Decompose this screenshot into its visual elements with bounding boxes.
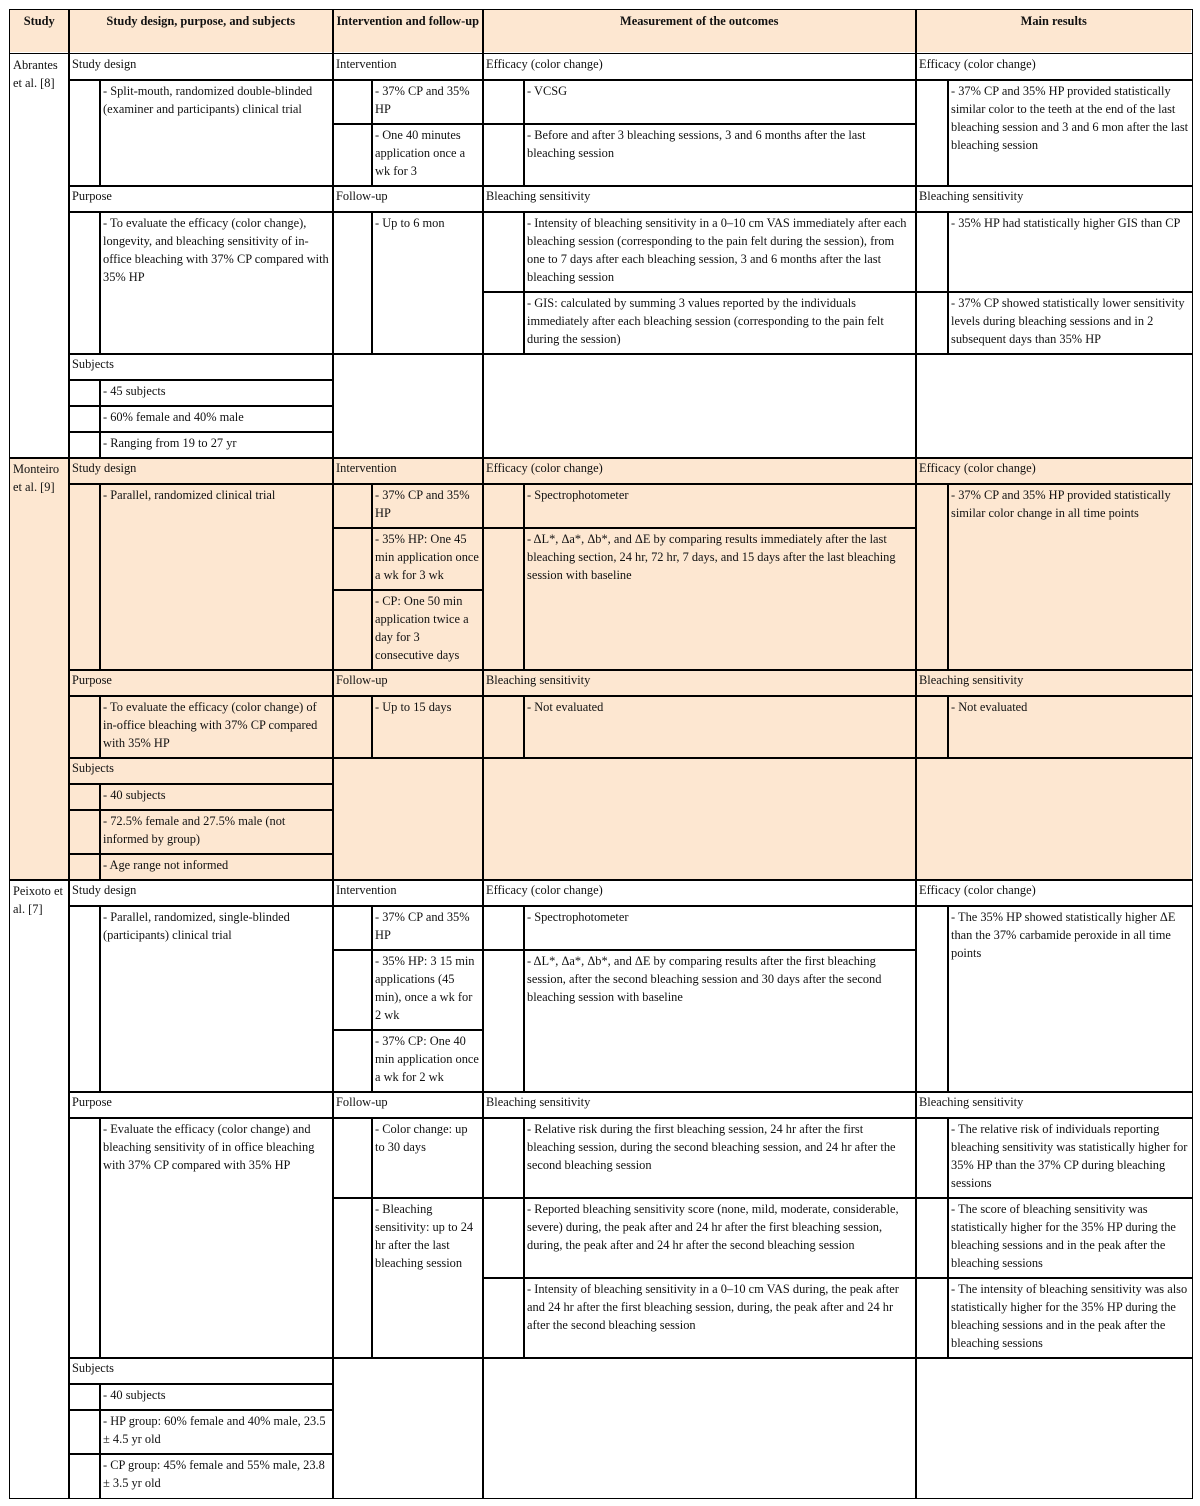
efficacy-measure-indent [482, 905, 525, 951]
sensitivity-result-indent [915, 1197, 949, 1279]
sensitivity-result-text: - 37% CP showed statistically lower sensitivity levels during bleaching sessions and in 2 subsequent days than 35% HP [947, 291, 1193, 355]
label-sensitivity-measure: Bleaching sensitivity [482, 669, 917, 697]
subjects-indent [68, 431, 101, 459]
label-study-design: Study design [68, 457, 334, 485]
sensitivity-measure-text: - Intensity of bleaching sensitivity in a 0–10 cm VAS immediately after each bleaching session (corresponding to the pain felt during the session), from one to 7 days after each bleaching session, 3 and 6 months after the last bleaching session [523, 211, 917, 293]
label-efficacy-measure: Efficacy (color change) [482, 457, 917, 485]
label-study-design: Study design [68, 53, 334, 81]
header-design: Study design, purpose, and subjects [68, 9, 334, 54]
intervention-text: - 37% CP: One 40 min application once a wk for 2 wk [371, 1029, 484, 1093]
empty-cell [482, 353, 917, 459]
study-name: Peixoto et al. [7] [9, 879, 70, 1499]
label-intervention: Intervention [332, 879, 484, 907]
sensitivity-result-indent [915, 1277, 949, 1359]
efficacy-measure-indent [482, 123, 525, 187]
empty-cell [332, 757, 484, 881]
sensitivity-measure-indent [482, 291, 525, 355]
design-text: - Split-mouth, randomized double-blinded (examiner and participants) clinical trial [99, 79, 334, 187]
followup-text: - Color change: up to 30 days [371, 1117, 484, 1199]
efficacy-result-text: - The 35% HP showed statistically higher ΔE than the 37% carbamide peroxide in all time points [947, 905, 1193, 1093]
header-study: Study [9, 9, 70, 54]
efficacy-measure-text: - ΔL*, Δa*, Δb*, and ΔE by comparing results after the first bleaching session, after the second bleaching session and 30 days after the second bleaching session with baseline [523, 949, 917, 1093]
empty-cell [915, 757, 1193, 881]
label-sensitivity-measure: Bleaching sensitivity [482, 185, 917, 213]
subjects-text: - CP group: 45% female and 55% male, 23.8 ± 3.5 yr old [99, 1453, 334, 1499]
empty-cell [915, 1357, 1193, 1499]
intervention-indent [332, 483, 373, 529]
header-intervention: Intervention and follow-up [332, 9, 484, 54]
sensitivity-measure-text: - Relative risk during the first bleaching session, 24 hr after the first bleaching session, during the second bleaching session, and 24 hr after the second bleaching session [523, 1117, 917, 1199]
label-subjects: Subjects [68, 757, 334, 785]
intervention-indent [332, 1029, 373, 1093]
efficacy-measure-text: - Spectrophotometer [523, 483, 917, 529]
efficacy-measure-text: - Spectrophotometer [523, 905, 917, 951]
efficacy-result-text: - 37% CP and 35% HP provided statistically similar color change in all time points [947, 483, 1193, 671]
purpose-indent [68, 695, 101, 759]
intervention-text: - 35% HP: One 45 min application once a wk for 3 wk [371, 527, 484, 591]
sensitivity-result-indent [915, 291, 949, 355]
subjects-indent [68, 783, 101, 811]
purpose-indent [68, 1117, 101, 1359]
empty-cell [332, 1357, 484, 1499]
intervention-indent [332, 949, 373, 1031]
purpose-indent [68, 211, 101, 355]
sensitivity-result-text: - 35% HP had statistically higher GIS than CP [947, 211, 1193, 293]
label-purpose: Purpose [68, 185, 334, 213]
sensitivity-measure-text: - Reported bleaching sensitivity score (none, mild, moderate, considerable, severe) during, the peak after and 24 hr after the first bleaching session, during, the peak after and 24 hr after the second bleaching session [523, 1197, 917, 1279]
sensitivity-result-text: - The relative risk of individuals reporting bleaching sensitivity was statistically higher for 35% HP than the 37% CP during bleaching sessions [947, 1117, 1193, 1199]
intervention-text: - One 40 minutes application once a wk for 3 [371, 123, 484, 187]
header-measurement: Measurement of the outcomes [482, 9, 917, 54]
study-name: Abrantes et al. [8] [9, 53, 70, 459]
label-subjects: Subjects [68, 353, 334, 381]
followup-indent [332, 1117, 373, 1199]
intervention-text: - 37% CP and 35% HP [371, 79, 484, 125]
design-text: - Parallel, randomized clinical trial [99, 483, 334, 671]
efficacy-result-indent [915, 905, 949, 1093]
subjects-text: - 40 subjects [99, 1383, 334, 1411]
label-subjects: Subjects [68, 1357, 334, 1385]
efficacy-measure-text: - ΔL*, Δa*, Δb*, and ΔE by comparing results immediately after the last bleaching section, 24 hr, 72 hr, 7 days, and 15 days after the last bleaching session with baseline [523, 527, 917, 671]
study-name: Monteiro et al. [9] [9, 457, 70, 881]
label-sensitivity-result: Bleaching sensitivity [915, 669, 1193, 697]
label-follow-up: Follow-up [332, 669, 484, 697]
label-efficacy-measure: Efficacy (color change) [482, 53, 917, 81]
sensitivity-measure-indent [482, 211, 525, 293]
sensitivity-measure-indent [482, 1117, 525, 1199]
label-follow-up: Follow-up [332, 1091, 484, 1119]
subjects-text: - Age range not informed [99, 853, 334, 881]
sensitivity-result-indent [915, 1117, 949, 1199]
label-efficacy-result: Efficacy (color change) [915, 457, 1193, 485]
sensitivity-result-text: - Not evaluated [947, 695, 1193, 759]
subjects-text: - Ranging from 19 to 27 yr [99, 431, 334, 459]
sensitivity-result-text: - The score of bleaching sensitivity was statistically higher for the 35% HP during the bleaching sessions and in the peak after the bleaching sessions [947, 1197, 1193, 1279]
label-efficacy-result: Efficacy (color change) [915, 879, 1193, 907]
sensitivity-result-indent [915, 695, 949, 759]
subjects-indent [68, 1453, 101, 1499]
subjects-text: - 60% female and 40% male [99, 405, 334, 433]
subjects-indent [68, 405, 101, 433]
efficacy-result-text: - 37% CP and 35% HP provided statistically similar color to the teeth at the end of the last bleaching session and 3 and 6 mon after the last bleaching session [947, 79, 1193, 187]
followup-indent [332, 211, 373, 355]
purpose-text: - To evaluate the efficacy (color change), longevity, and bleaching sensitivity of in-office bleaching with 37% CP compared with 35% HP [99, 211, 334, 355]
efficacy-measure-indent [482, 79, 525, 125]
design-indent [68, 79, 101, 187]
empty-cell [482, 1357, 917, 1499]
label-efficacy-measure: Efficacy (color change) [482, 879, 917, 907]
intervention-text: - 35% HP: 3 15 min applications (45 min), once a wk for 2 wk [371, 949, 484, 1031]
design-indent [68, 483, 101, 671]
header-results: Main results [915, 9, 1193, 54]
purpose-text: - To evaluate the efficacy (color change) of in-office bleaching with 37% CP compared with 35% HP [99, 695, 334, 759]
intervention-text: - 37% CP and 35% HP [371, 905, 484, 951]
label-efficacy-result: Efficacy (color change) [915, 53, 1193, 81]
efficacy-measure-indent [482, 483, 525, 529]
sensitivity-result-text: - The intensity of bleaching sensitivity was also statistically higher for the 35% HP during the bleaching sessions and in the peak after the bleaching sessions [947, 1277, 1193, 1359]
label-follow-up: Follow-up [332, 185, 484, 213]
subjects-text: - 45 subjects [99, 379, 334, 407]
intervention-indent [332, 527, 373, 591]
subjects-text: - 40 subjects [99, 783, 334, 811]
efficacy-measure-indent [482, 527, 525, 671]
label-sensitivity-result: Bleaching sensitivity [915, 185, 1193, 213]
followup-text: - Bleaching sensitivity: up to 24 hr after the last bleaching session [371, 1197, 484, 1359]
label-sensitivity-result: Bleaching sensitivity [915, 1091, 1193, 1119]
sensitivity-measure-text: - GIS: calculated by summing 3 values reported by the individuals immediately after each bleaching session (corresponding to the pain felt during the session) [523, 291, 917, 355]
empty-cell [482, 757, 917, 881]
sensitivity-measure-indent [482, 695, 525, 759]
label-intervention: Intervention [332, 53, 484, 81]
efficacy-measure-text: - Before and after 3 bleaching sessions, 3 and 6 months after the last bleaching session [523, 123, 917, 187]
intervention-indent [332, 79, 373, 125]
efficacy-measure-text: - VCSG [523, 79, 917, 125]
sensitivity-measure-indent [482, 1277, 525, 1359]
followup-indent [332, 1197, 373, 1359]
label-intervention: Intervention [332, 457, 484, 485]
subjects-indent [68, 379, 101, 407]
sensitivity-measure-text: - Intensity of bleaching sensitivity in a 0–10 cm VAS during, the peak after and 24 hr after the first bleaching session, during, the peak after and 24 hr after the second bleaching session [523, 1277, 917, 1359]
subjects-text: - 72.5% female and 27.5% male (not informed by group) [99, 809, 334, 855]
subjects-indent [68, 853, 101, 881]
intervention-indent [332, 123, 373, 187]
label-study-design: Study design [68, 879, 334, 907]
subjects-text: - HP group: 60% female and 40% male, 23.5 ± 4.5 yr old [99, 1409, 334, 1455]
purpose-text: - Evaluate the efficacy (color change) and bleaching sensitivity of in office bleaching with 37% CP compared with 35% HP [99, 1117, 334, 1359]
label-purpose: Purpose [68, 1091, 334, 1119]
design-text: - Parallel, randomized, single-blinded (participants) clinical trial [99, 905, 334, 1093]
sensitivity-measure-text: - Not evaluated [523, 695, 917, 759]
empty-cell [332, 353, 484, 459]
intervention-text: - 37% CP and 35% HP [371, 483, 484, 529]
intervention-indent [332, 589, 373, 671]
followup-text: - Up to 6 mon [371, 211, 484, 355]
sensitivity-measure-indent [482, 1197, 525, 1279]
followup-text: - Up to 15 days [371, 695, 484, 759]
followup-indent [332, 695, 373, 759]
efficacy-result-indent [915, 79, 949, 187]
efficacy-measure-indent [482, 949, 525, 1093]
intervention-indent [332, 905, 373, 951]
label-sensitivity-measure: Bleaching sensitivity [482, 1091, 917, 1119]
design-indent [68, 905, 101, 1093]
efficacy-result-indent [915, 483, 949, 671]
subjects-indent [68, 1383, 101, 1411]
subjects-indent [68, 1409, 101, 1455]
sensitivity-result-indent [915, 211, 949, 293]
subjects-indent [68, 809, 101, 855]
label-purpose: Purpose [68, 669, 334, 697]
intervention-text: - CP: One 50 min application twice a day for 3 consecutive days [371, 589, 484, 671]
empty-cell [915, 353, 1193, 459]
